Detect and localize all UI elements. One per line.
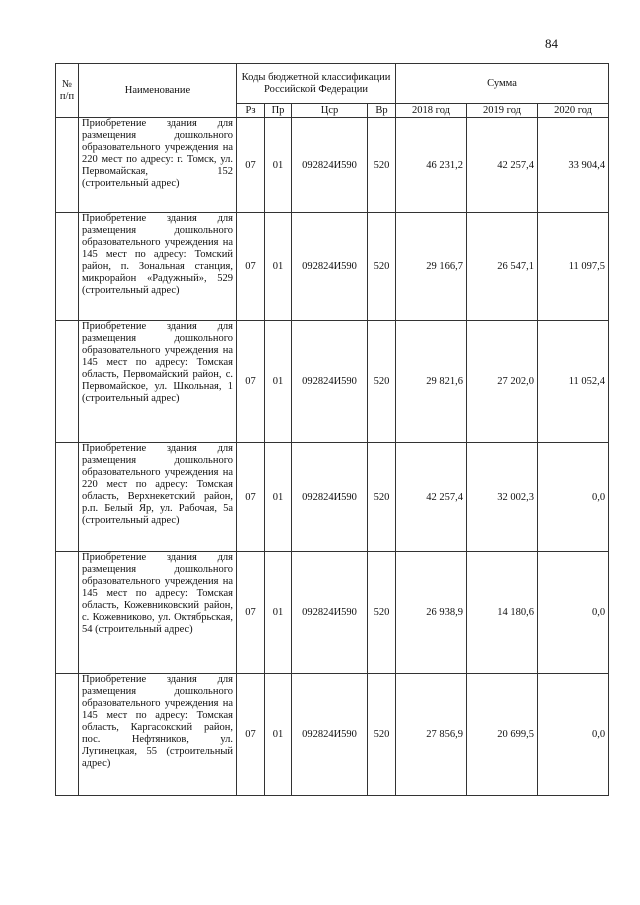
table-row xyxy=(56,443,609,552)
row-rz: 07 xyxy=(237,674,265,796)
row-2018: 29 821,6 xyxy=(396,321,467,443)
page-number: 84 xyxy=(545,36,558,51)
row-rz: 07 xyxy=(237,213,265,321)
row-pr: 01 xyxy=(265,118,292,213)
row-csr: 092824И590 xyxy=(292,118,368,213)
table-row xyxy=(56,674,609,796)
row-rz: 07 xyxy=(237,321,265,443)
row-2020: 0,0 xyxy=(538,552,609,674)
table-row xyxy=(56,552,609,674)
header-2020: 2020 год xyxy=(538,104,609,118)
table-row xyxy=(56,118,609,213)
row-pr: 01 xyxy=(265,321,292,443)
row-pr: 01 xyxy=(265,552,292,674)
header-name: Наименование xyxy=(79,64,237,118)
table-row xyxy=(56,321,609,443)
row-2020: 0,0 xyxy=(538,674,609,796)
row-num xyxy=(56,552,79,674)
row-num xyxy=(56,118,79,213)
row-2020: 33 904,4 xyxy=(538,118,609,213)
row-vr: 520 xyxy=(368,443,396,552)
row-2019: 42 257,4 xyxy=(467,118,538,213)
row-name: Приобретение здания для размещения дошкольного образовательного учреждения на 145 мест по адресу: Томская область, Каргасокский район, пос. Нефтяников, ул. Лугинецкая, 55 (строительный адрес) xyxy=(79,674,237,796)
budget-table xyxy=(55,63,609,796)
row-name: Приобретение здания для размещения дошкольного образовательного учреждения на 220 мест по адресу: г. Томск, ул. Первомайская, 152 (строительный адрес) xyxy=(79,118,237,213)
header-csr: Цср xyxy=(292,104,368,118)
row-2020: 11 052,4 xyxy=(538,321,609,443)
row-2018: 29 166,7 xyxy=(396,213,467,321)
row-rz: 07 xyxy=(237,443,265,552)
row-csr: 092824И590 xyxy=(292,552,368,674)
row-2018: 26 938,9 xyxy=(396,552,467,674)
row-csr: 092824И590 xyxy=(292,321,368,443)
header-pr: Пр xyxy=(265,104,292,118)
header-2019: 2019 год xyxy=(467,104,538,118)
row-2018: 42 257,4 xyxy=(396,443,467,552)
row-pr: 01 xyxy=(265,674,292,796)
row-vr: 520 xyxy=(368,118,396,213)
row-2019: 27 202,0 xyxy=(467,321,538,443)
row-name: Приобретение здания для размещения дошкольного образовательного учреждения на 145 мест по адресу: Томская область, Кожевниковский район, с. Кожевниково, ул. Октябрьская, 54 (строительный адрес) xyxy=(79,552,237,674)
row-2019: 26 547,1 xyxy=(467,213,538,321)
header-num: № п/п xyxy=(56,64,79,118)
header-sum: Сумма xyxy=(396,64,609,104)
header-2018: 2018 год xyxy=(396,104,467,118)
table-row xyxy=(56,213,609,321)
row-csr: 092824И590 xyxy=(292,443,368,552)
row-pr: 01 xyxy=(265,443,292,552)
row-num xyxy=(56,213,79,321)
row-vr: 520 xyxy=(368,213,396,321)
row-2020: 11 097,5 xyxy=(538,213,609,321)
header-vr: Вр xyxy=(368,104,396,118)
row-pr: 01 xyxy=(265,213,292,321)
row-csr: 092824И590 xyxy=(292,213,368,321)
row-name: Приобретение здания для размещения дошкольного образовательного учреждения на 220 мест по адресу: Томская область, Верхнекетский район, р.п. Белый Яр, ул. Рабочая, 5а (строительный адрес) xyxy=(79,443,237,552)
row-rz: 07 xyxy=(237,118,265,213)
row-name: Приобретение здания для размещения дошкольного образовательного учреждения на 145 мест по адресу: Томский район, п. Зональная станция, микрорайон «Радужный», 529 (строительный адрес) xyxy=(79,213,237,321)
row-num xyxy=(56,443,79,552)
row-num xyxy=(56,674,79,796)
row-2019: 20 699,5 xyxy=(467,674,538,796)
row-name: Приобретение здания для размещения дошкольного образовательного учреждения на 145 мест по адресу: Томская область, Первомайский район, с. Первомайское, ул. Школьная, 1 (строительный адрес) xyxy=(79,321,237,443)
row-vr: 520 xyxy=(368,552,396,674)
row-vr: 520 xyxy=(368,321,396,443)
header-rz: Рз xyxy=(237,104,265,118)
row-num xyxy=(56,321,79,443)
row-csr: 092824И590 xyxy=(292,674,368,796)
header-codes: Коды бюджетной классификации Российской Федерации xyxy=(237,64,396,104)
row-2018: 27 856,9 xyxy=(396,674,467,796)
row-2019: 14 180,6 xyxy=(467,552,538,674)
row-2020: 0,0 xyxy=(538,443,609,552)
row-rz: 07 xyxy=(237,552,265,674)
row-2019: 32 002,3 xyxy=(467,443,538,552)
row-vr: 520 xyxy=(368,674,396,796)
row-2018: 46 231,2 xyxy=(396,118,467,213)
